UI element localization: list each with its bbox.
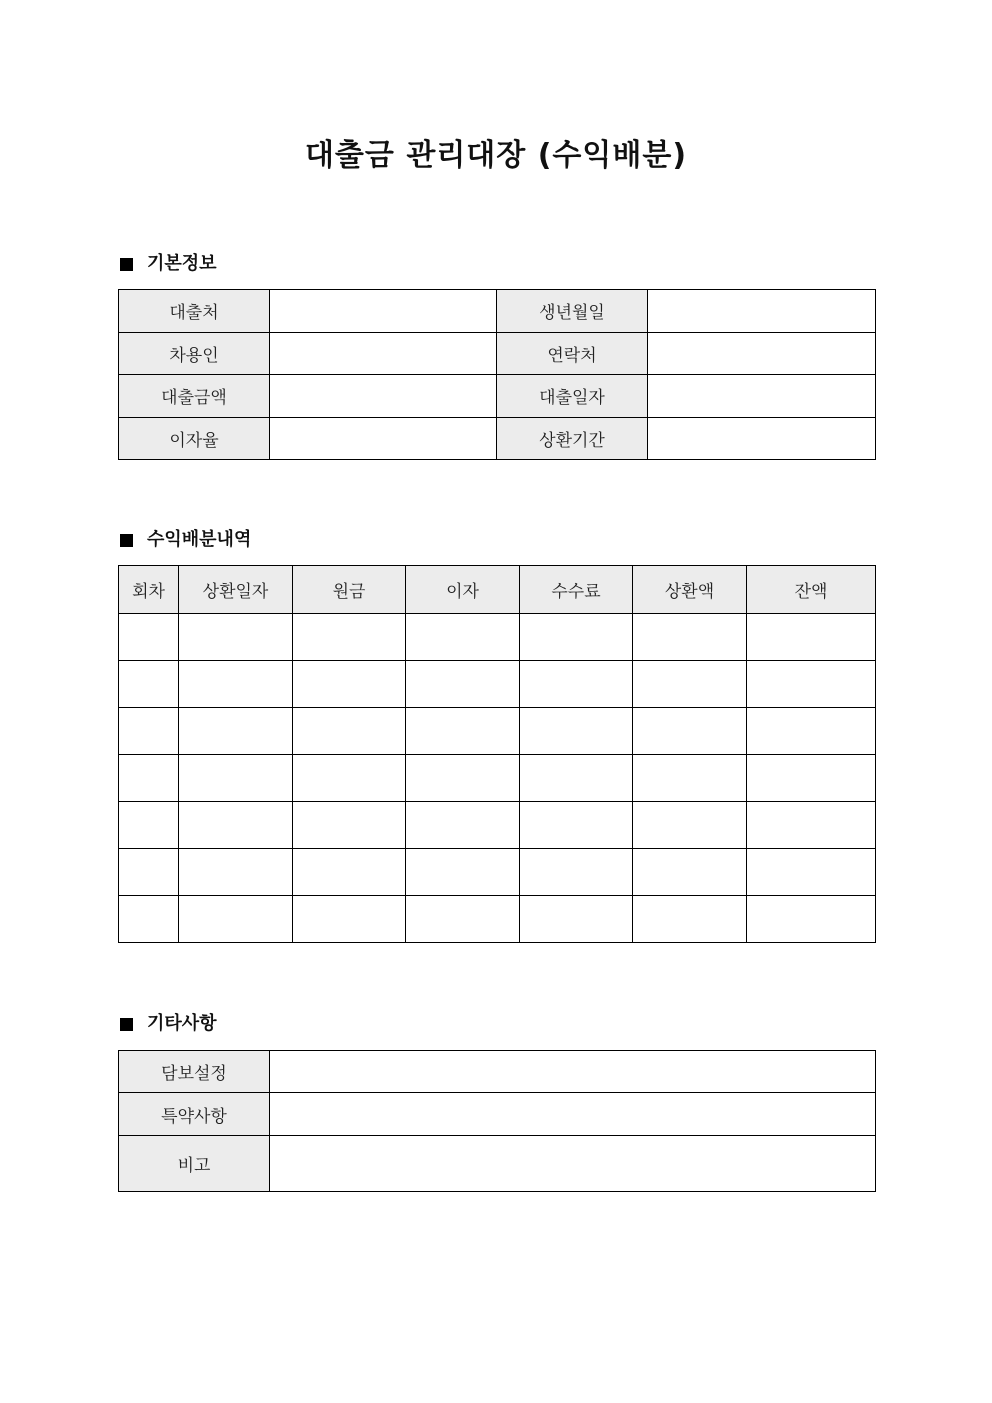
- table-row: [119, 661, 876, 708]
- distribution-header-row: [119, 566, 876, 614]
- table-cell[interactable]: [119, 802, 179, 849]
- table-cell[interactable]: [293, 661, 406, 708]
- distribution-table: [118, 565, 876, 943]
- section-heading-basic-info: [118, 252, 217, 276]
- basic-info-row: [119, 290, 876, 333]
- basic-info-row: [119, 332, 876, 375]
- table-cell[interactable]: [406, 896, 520, 943]
- misc-body: [119, 1051, 876, 1192]
- field-label: 상환기간: [497, 417, 648, 460]
- field-value-cell[interactable]: [270, 417, 497, 460]
- section-heading-distribution: [118, 528, 251, 552]
- column-header: 수수료: [520, 566, 633, 614]
- field-label: 대출일자: [497, 375, 648, 418]
- field-value-cell[interactable]: [270, 1136, 876, 1192]
- field-value-cell[interactable]: [270, 375, 497, 418]
- table-cell[interactable]: [633, 755, 747, 802]
- column-header: 상환일자: [179, 566, 293, 614]
- table-cell[interactable]: [520, 802, 633, 849]
- field-label: 대출금액: [119, 375, 270, 418]
- table-cell[interactable]: [119, 614, 179, 661]
- column-header: 회차: [119, 566, 179, 614]
- table-cell[interactable]: [747, 755, 876, 802]
- table-cell[interactable]: [520, 896, 633, 943]
- column-header: 잔액: [747, 566, 876, 614]
- table-cell[interactable]: [179, 896, 293, 943]
- table-cell[interactable]: [747, 896, 876, 943]
- distribution-body: [119, 614, 876, 943]
- basic-info-row: [119, 417, 876, 460]
- table-cell[interactable]: [406, 802, 520, 849]
- table-cell[interactable]: [520, 614, 633, 661]
- table-row: [119, 708, 876, 755]
- column-header: 원금: [293, 566, 406, 614]
- table-cell[interactable]: [633, 802, 747, 849]
- table-cell[interactable]: [119, 849, 179, 896]
- table-cell[interactable]: [633, 661, 747, 708]
- table-cell[interactable]: [119, 755, 179, 802]
- table-cell[interactable]: [633, 896, 747, 943]
- section-heading-label: 수익배분내역: [147, 529, 252, 550]
- table-cell[interactable]: [293, 614, 406, 661]
- document-title: 대출금 관리대장 (수익배분): [304, 138, 688, 173]
- misc-table: [118, 1050, 876, 1192]
- section-heading-label: 기타사항: [147, 1013, 217, 1034]
- table-cell[interactable]: [179, 849, 293, 896]
- table-cell[interactable]: [293, 755, 406, 802]
- table-cell[interactable]: [406, 849, 520, 896]
- field-value-cell[interactable]: [648, 290, 876, 333]
- table-cell[interactable]: [179, 755, 293, 802]
- table-cell[interactable]: [633, 849, 747, 896]
- field-value-cell[interactable]: [648, 375, 876, 418]
- table-cell[interactable]: [747, 849, 876, 896]
- table-cell[interactable]: [633, 614, 747, 661]
- field-label: 특약사항: [119, 1093, 270, 1136]
- table-row: [119, 802, 876, 849]
- table-cell[interactable]: [633, 708, 747, 755]
- table-cell[interactable]: [293, 708, 406, 755]
- basic-info-body: [119, 290, 876, 460]
- field-value-cell[interactable]: [270, 332, 497, 375]
- table-cell[interactable]: [293, 896, 406, 943]
- table-row: [119, 755, 876, 802]
- field-label: 차용인: [119, 332, 270, 375]
- table-cell[interactable]: [179, 614, 293, 661]
- table-cell[interactable]: [406, 614, 520, 661]
- table-cell[interactable]: [179, 708, 293, 755]
- misc-row: [119, 1051, 876, 1093]
- field-label: 담보설정: [119, 1051, 270, 1093]
- table-cell[interactable]: [406, 755, 520, 802]
- field-value-cell[interactable]: [648, 417, 876, 460]
- field-label: 생년월일: [497, 290, 648, 333]
- column-header: 이자: [406, 566, 520, 614]
- table-cell[interactable]: [119, 661, 179, 708]
- table-cell[interactable]: [747, 708, 876, 755]
- table-cell[interactable]: [406, 708, 520, 755]
- field-value-cell[interactable]: [648, 332, 876, 375]
- field-label: 비고: [119, 1136, 270, 1192]
- field-value-cell[interactable]: [270, 290, 497, 333]
- table-row: [119, 849, 876, 896]
- field-label: 대출처: [119, 290, 270, 333]
- table-cell[interactable]: [119, 708, 179, 755]
- field-label: 연락처: [497, 332, 648, 375]
- field-value-cell[interactable]: [270, 1093, 876, 1136]
- misc-row: [119, 1136, 876, 1192]
- square-bullet-icon: [120, 1018, 133, 1031]
- table-cell[interactable]: [747, 661, 876, 708]
- basic-info-row: [119, 375, 876, 418]
- column-header: 상환액: [633, 566, 747, 614]
- square-bullet-icon: [120, 534, 133, 547]
- square-bullet-icon: [120, 258, 133, 271]
- table-cell[interactable]: [179, 661, 293, 708]
- section-heading-misc: [118, 1012, 217, 1036]
- field-value-cell[interactable]: [270, 1051, 876, 1093]
- table-cell[interactable]: [119, 896, 179, 943]
- table-cell[interactable]: [293, 802, 406, 849]
- distribution-head: [119, 566, 876, 614]
- table-cell[interactable]: [747, 802, 876, 849]
- table-cell[interactable]: [293, 849, 406, 896]
- table-row: [119, 896, 876, 943]
- table-cell[interactable]: [179, 802, 293, 849]
- field-label: 이자율: [119, 417, 270, 460]
- section-heading-label: 기본정보: [147, 253, 217, 274]
- table-cell[interactable]: [520, 849, 633, 896]
- basic-info-table: [118, 289, 876, 460]
- table-row: [119, 614, 876, 661]
- table-cell[interactable]: [406, 661, 520, 708]
- misc-row: [119, 1093, 876, 1136]
- table-cell[interactable]: [520, 755, 633, 802]
- table-cell[interactable]: [747, 614, 876, 661]
- table-cell[interactable]: [520, 708, 633, 755]
- table-cell[interactable]: [520, 661, 633, 708]
